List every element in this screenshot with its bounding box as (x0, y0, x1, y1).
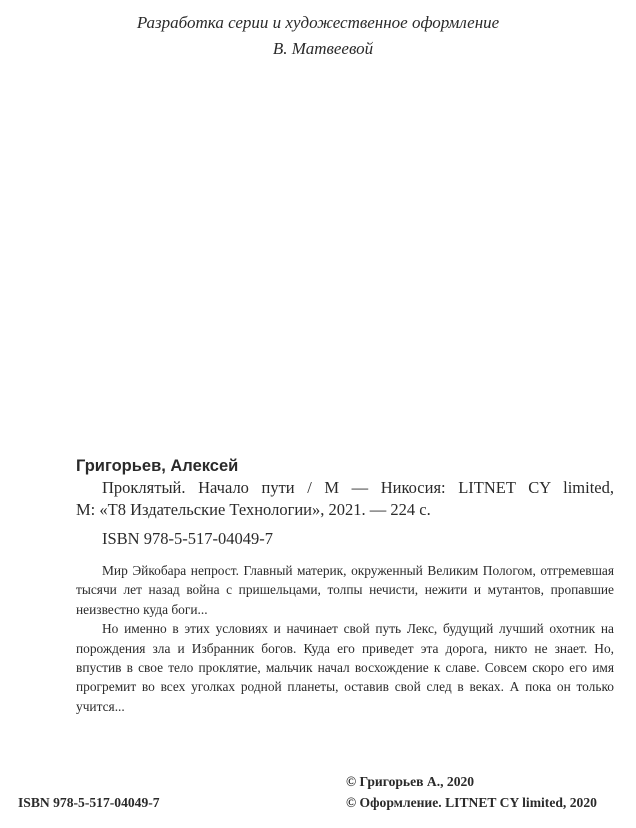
catalog-isbn: ISBN 978-5-517-04049-7 (102, 529, 273, 548)
bib-line-1: Проклятый. Начало пути / М — Никосия: LITNET CY limited, (102, 478, 614, 497)
annotation-paragraph-2: Но именно в этих условиях и начинает свой путь Лекс, будущий лучший охотник на порождения зла и Избранник богов. Куда его приведет эта дорога, никто не знает. Но, впустив в свое тело проклятие, мальчик начал восхождение к славе. Совсем скоро его имя прогремит во всех уголках родной планеты, оставив свой след в веках. А пока он только учится... (76, 621, 614, 714)
copyright-design: © Оформление. LITNET CY limited, 2020 (346, 794, 597, 810)
bib-line-2: М: «Т8 Издательские Технологии», 2021. — 224 с. (76, 500, 431, 519)
author-name: Григорьев, Алексей (76, 457, 239, 475)
copyright-author: © Григорьев А., 2020 (346, 774, 475, 789)
footer-isbn: ISBN 978-5-517-04049-7 (18, 795, 160, 810)
copyright-block (346, 772, 597, 813)
catalog-record (76, 455, 614, 716)
credits-designer: В. Матвеевой (272, 39, 374, 58)
annotation-paragraph-1: Мир Эйкобара непрост. Главный материк, окруженный Великим Пологом, отгремевшая тысячи лет назад война с пришельцами, толпы нечисти, нежити и мутантов, пропавшие неизвестно куда боги... (76, 563, 614, 617)
annotation (76, 561, 614, 716)
series-credits (0, 10, 636, 62)
bibliographic-description (76, 477, 614, 521)
credits-line: Разработка серии и художественное оформление (136, 13, 500, 32)
